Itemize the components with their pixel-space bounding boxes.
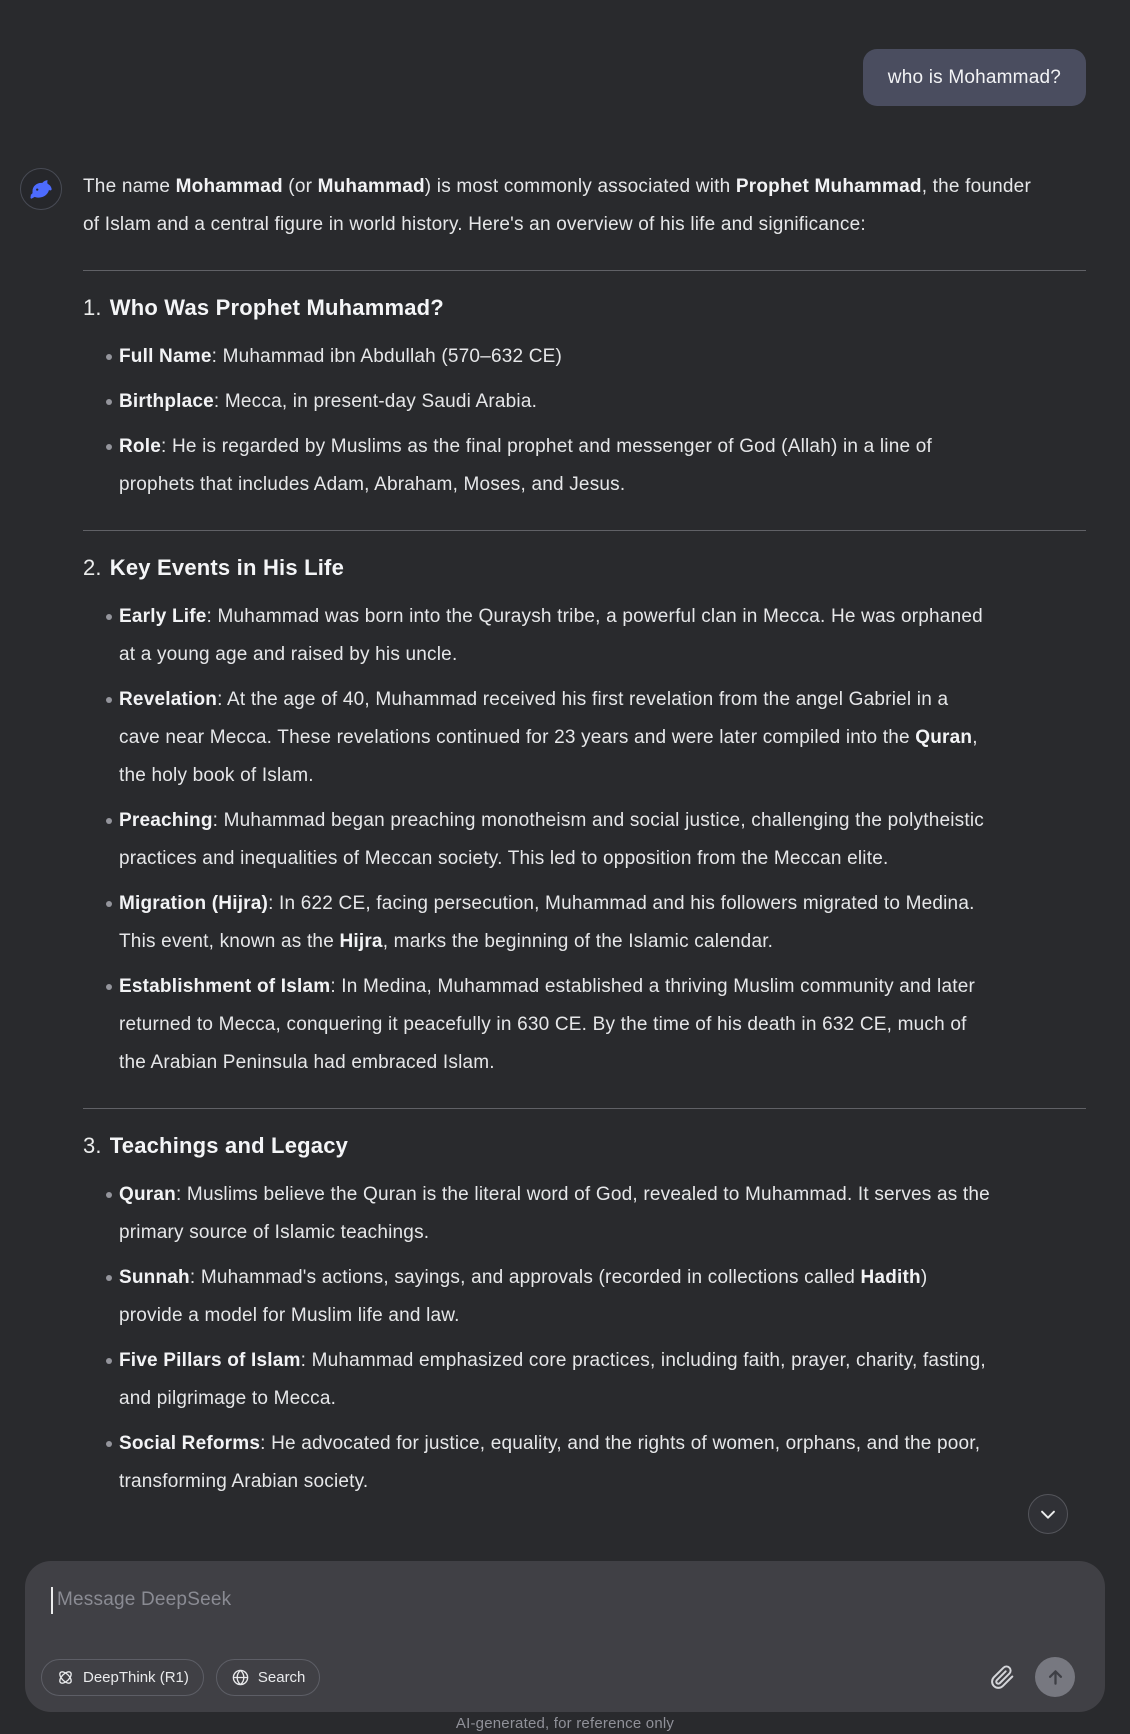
search-toggle-button[interactable] (216, 1659, 321, 1696)
bullet-item (119, 1425, 991, 1501)
bold-text: Establishment of Islam (119, 976, 331, 997)
text: , marks the beginning of the Islamic calendar. (382, 931, 774, 952)
section-heading (83, 293, 1086, 323)
search-label: Search (257, 1668, 306, 1686)
text: : Muhammad was born into the Quraysh tribe, a powerful clan in Mecca. He was orphaned at a young age and raised by his uncle. (119, 606, 983, 665)
bold-text: Muhammad (317, 176, 425, 197)
text: : Muhammad began preaching monotheism and social justice, challenging the polytheistic practices and inequalities of Meccan society. This led to opposition from the Meccan elite. (119, 810, 984, 869)
section-bullet-list (83, 1176, 1086, 1501)
text: ) provide a model for Muslim life and law. (119, 1267, 928, 1326)
bold-text: Early Life (119, 606, 207, 627)
text: ) is most commonly associated with (424, 176, 736, 197)
input-placeholder: Message DeepSeek (57, 1589, 232, 1610)
text-cursor (51, 1587, 53, 1614)
deepthink-toggle-button[interactable] (41, 1659, 204, 1696)
assistant-message (20, 168, 1086, 1508)
text: : Muslims believe the Quran is the literal word of God, revealed to Muhammad. It serves as the primary source of Islamic teachings. (119, 1184, 990, 1243)
section-number: 2. (83, 555, 102, 580)
bold-text: Birthplace (119, 391, 214, 412)
section-bullet-list (83, 338, 1086, 504)
text: (or (282, 176, 318, 197)
section-number: 3. (83, 1133, 102, 1158)
section-heading (83, 1131, 1086, 1161)
text: : In Medina, Muhammad established a thriving Muslim community and later returned to Mecca, conquering it peacefully in 630 CE. By the time of his death in 632 CE, much of the Arabian Peninsula had embraced Islam. (119, 976, 975, 1073)
text: : At the age of 40, Muhammad received his first revelation from the angel Gabriel in a cave near Mecca. These revelations continued for 23 years and were later compiled into the (119, 689, 949, 748)
bold-text: Sunnah (119, 1267, 190, 1288)
bullet-item (119, 968, 991, 1082)
section-heading (83, 553, 1086, 583)
text: : In 622 CE, facing persecution, Muhammad and his followers migrated to Medina. This event, known as the (119, 893, 975, 952)
bold-text: Hijra (339, 931, 383, 952)
bold-text: Mohammad (175, 176, 283, 197)
bold-text: Social Reforms (119, 1433, 261, 1454)
text: , the holy book of Islam. (119, 727, 978, 786)
bold-text: Five Pillars of Islam (119, 1350, 301, 1371)
bullet-item (119, 802, 991, 878)
composer-toolbar (41, 1657, 1075, 1697)
bullet-item (119, 885, 991, 961)
section-title-text: Teachings and Legacy (109, 1133, 349, 1158)
message-input[interactable] (51, 1585, 1081, 1615)
bullet-item (119, 1176, 991, 1252)
scroll-to-bottom-button[interactable] (1028, 1494, 1068, 1534)
bold-text: Migration (Hijra) (119, 893, 269, 914)
assistant-intro-paragraph (83, 168, 1038, 244)
section-divider (83, 270, 1086, 271)
bold-text: Hadith (860, 1267, 921, 1288)
section-divider (83, 530, 1086, 531)
bold-text: Full Name (119, 346, 212, 367)
deepseek-logo-avatar (20, 168, 62, 210)
bullet-item (119, 1259, 991, 1335)
section-bullet-list (83, 598, 1086, 1082)
bullet-item (119, 383, 991, 421)
text: : He is regarded by Muslims as the final prophet and messenger of God (Allah) in a line of prophets that includes Adam, Abraham, Moses, and Jesus. (119, 436, 932, 495)
bullet-item (119, 428, 991, 504)
composer-right-actions (990, 1657, 1075, 1697)
bullet-item (119, 338, 991, 376)
text: : Muhammad's actions, sayings, and approvals (recorded in collections called (189, 1267, 861, 1288)
text: : He advocated for justice, equality, and the rights of women, orphans, and the poor, transforming Arabian society. (119, 1433, 981, 1492)
bold-text: Revelation (119, 689, 218, 710)
whale-icon (28, 176, 55, 203)
bold-text: Quran (915, 727, 973, 748)
section-title-text: Who Was Prophet Muhammad? (109, 295, 444, 320)
text: : Muhammad emphasized core practices, including faith, prayer, charity, fasting, and pilgrimage to Mecca. (119, 1350, 986, 1409)
bold-text: Preaching (119, 810, 213, 831)
text: , the founder of Islam and a central figure in world history. Here's an overview of his life and significance: (83, 176, 1031, 235)
send-message-button[interactable] (1035, 1657, 1075, 1697)
bold-text: Role (119, 436, 161, 457)
globe-icon (231, 1668, 250, 1687)
bullet-item (119, 1342, 991, 1418)
text: : Muhammad ibn Abdullah (570–632 CE) (211, 346, 563, 367)
section-number: 1. (83, 295, 102, 320)
bullet-item (119, 598, 991, 674)
arrow-up-icon (1045, 1667, 1066, 1688)
ai-disclaimer: AI-generated, for reference only (455, 1715, 675, 1732)
paperclip-icon (990, 1665, 1015, 1690)
text: The name (83, 176, 176, 197)
chevron-down-icon (1037, 1503, 1059, 1525)
deepthink-label: DeepThink (R1) (83, 1668, 189, 1686)
text: : Mecca, in present-day Saudi Arabia. (213, 391, 538, 412)
assistant-content (83, 168, 1086, 1508)
bold-text: Prophet Muhammad (735, 176, 922, 197)
bold-text: Quran (119, 1184, 176, 1205)
bullet-item (119, 681, 991, 795)
message-composer[interactable] (25, 1561, 1105, 1712)
user-message-bubble: who is Mohammad? (863, 49, 1086, 106)
attach-file-button[interactable] (990, 1665, 1015, 1690)
section-divider (83, 1108, 1086, 1109)
section-title-text: Key Events in His Life (109, 555, 345, 580)
atom-icon (56, 1668, 75, 1687)
